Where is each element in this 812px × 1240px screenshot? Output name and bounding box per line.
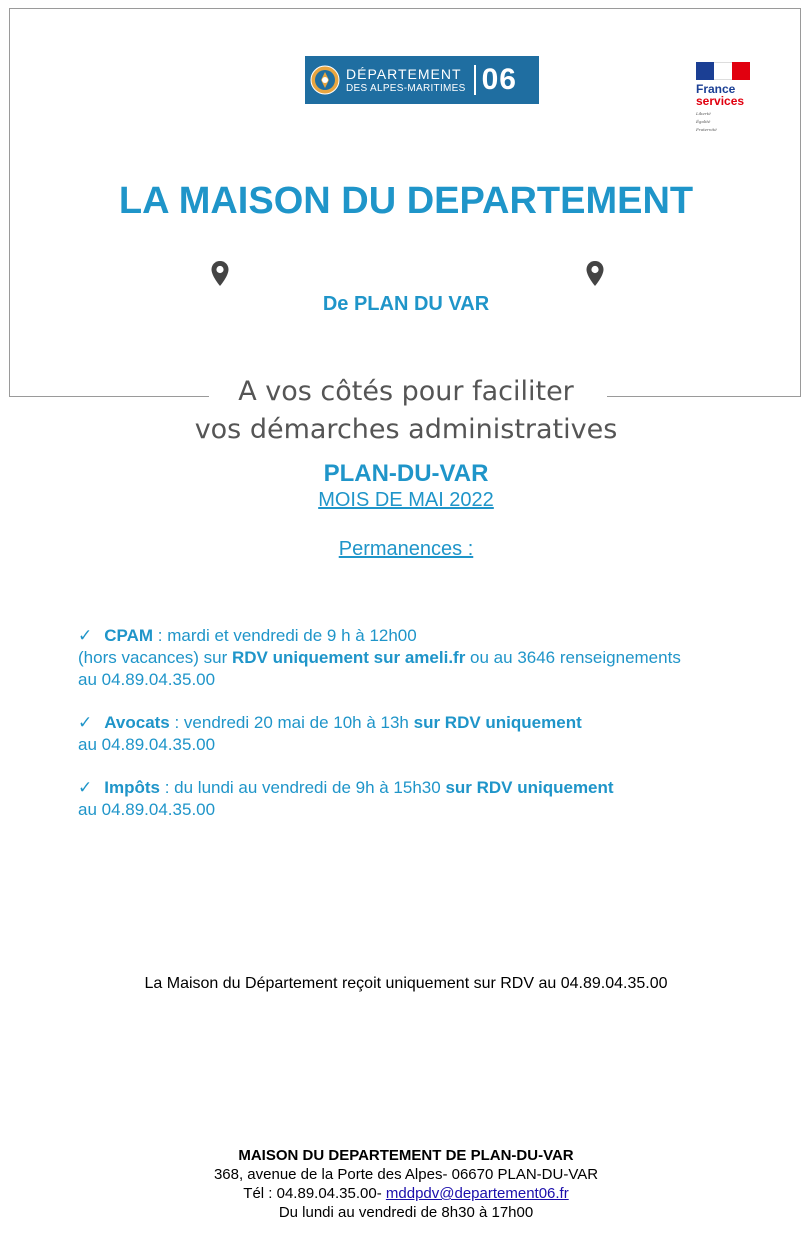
service-text: (hors vacances) sur <box>78 648 232 667</box>
services-list <box>78 625 778 842</box>
footer-name: MAISON DU DEPARTEMENT DE PLAN-DU-VAR <box>238 1147 574 1164</box>
departement-logo-number: 06 <box>481 63 517 96</box>
checkmark-icon: ✓ <box>78 626 93 645</box>
service-impots <box>78 777 778 821</box>
page-title: LA MAISON DU DEPARTEMENT <box>118 180 694 222</box>
tagline-line2: vos démarches administratives <box>194 414 618 445</box>
footer-contact <box>0 1184 812 1203</box>
service-text: : du lundi au vendredi de 9h à 15h30 <box>159 778 446 797</box>
service-bold-text: RDV uniquement sur ameli.fr <box>232 648 466 667</box>
footer-email-link[interactable]: mddpdv@departement06.fr <box>385 1185 569 1202</box>
departement-logo-line1: DÉPARTEMENT <box>346 65 462 82</box>
service-name: Avocats <box>104 713 170 732</box>
tagline <box>0 373 812 449</box>
service-avocats <box>78 712 778 756</box>
service-text: : vendredi 20 mai de 10h à 13h <box>169 713 414 732</box>
france-services-word1: France <box>696 82 736 96</box>
service-cpam <box>78 625 778 691</box>
footer <box>0 1146 812 1222</box>
service-text: : mardi et vendredi de 9 h à 12h00 <box>153 626 417 645</box>
france-services-motto-1: Liberté <box>696 111 711 116</box>
page-subtitle: De PLAN DU VAR <box>322 293 490 315</box>
tagline-line1: A vos côtés pour faciliter <box>238 376 574 407</box>
departement-logo-text <box>346 67 466 94</box>
appointment-notice: La Maison du Département reçoit uniquement sur RDV au 04.89.04.35.00 <box>144 975 668 992</box>
france-services-motto-3: Fraternité <box>696 127 717 132</box>
service-name: CPAM <box>104 626 154 645</box>
location-heading: PLAN-DU-VAR <box>323 460 489 487</box>
service-phone: au 04.89.04.35.00 <box>78 735 216 754</box>
service-name: Impôts <box>104 778 160 797</box>
departement-logo-separator <box>474 65 476 95</box>
checkmark-icon: ✓ <box>78 713 93 732</box>
checkmark-icon: ✓ <box>78 778 93 797</box>
departement-logo-line2: DES ALPES-MARITIMES <box>346 82 466 94</box>
departement-seal-icon <box>310 65 340 95</box>
service-text: ou au 3646 renseignements <box>465 648 681 667</box>
france-services-word2: services <box>696 94 745 108</box>
departement-06-logo <box>305 56 539 104</box>
footer-hours: Du lundi au vendredi de 8h30 à 17h00 <box>278 1204 534 1221</box>
service-bold-text: sur RDV uniquement <box>445 778 614 797</box>
service-phone: au 04.89.04.35.00 <box>78 670 216 689</box>
footer-address: 368, avenue de la Porte des Alpes- 06670 PLAN-DU-VAR <box>213 1166 599 1183</box>
french-flag-icon <box>696 62 750 80</box>
month-heading: MOIS DE MAI 2022 <box>318 489 494 511</box>
france-services-motto-2: Égalité <box>696 119 711 124</box>
service-phone: au 04.89.04.35.00 <box>78 800 216 819</box>
map-pin-icon <box>210 260 230 287</box>
map-pin-icon <box>585 260 605 287</box>
service-bold-text: sur RDV uniquement <box>413 713 582 732</box>
permanences-heading: Permanences : <box>338 538 474 560</box>
france-services-logo <box>696 62 756 132</box>
footer-phone: Tél : 04.89.04.35.00- <box>243 1185 386 1202</box>
